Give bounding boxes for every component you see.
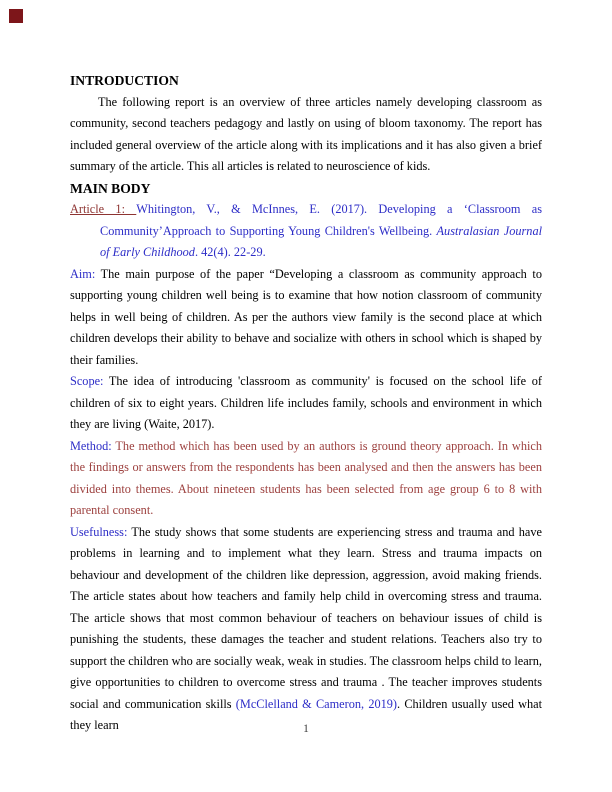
document-content: [70, 70, 542, 737]
citation-volume-pages: . 42(4). 22-29.: [194, 245, 266, 259]
scope-label: Scope:: [70, 374, 104, 388]
introduction-paragraph: The following report is an overview of three articles namely developing classroom as community, second teachers pedagogy and lastly on using of bloom taxonomy. The report has included general overview of the article along with its implications and it has also given a brief summary of the article. This all articles is related to neuroscience of kids.: [70, 94, 542, 173]
method-label: Method:: [70, 438, 112, 453]
usefulness-label: Usefulness:: [70, 524, 128, 539]
method-paragraph: [70, 436, 542, 522]
scope-text: The idea of introducing 'classroom as community' is focused on the school life of children of six to eight years. Children life includes family, schools and environment in which they are living (Waite, 2017).: [70, 374, 542, 431]
usefulness-paragraph: [70, 522, 542, 737]
annotation-marker-icon[interactable]: [9, 9, 23, 23]
citation-journal-name: Australasian Journal of Early Childhood: [100, 223, 543, 259]
usefulness-inline-citation: (McClelland & Cameron, 2019): [235, 696, 398, 711]
citation-authors-title: Whitington, V., & McInnes, E. (2017). Developing a ‘Classroom as Community’Approach to Supporting Young Children's Wellbeing.: [100, 202, 543, 238]
main-body-heading: MAIN BODY: [70, 180, 151, 196]
aim-label: Aim:: [70, 266, 96, 281]
page-number: 1: [303, 723, 309, 735]
aim-paragraph: [70, 264, 542, 372]
usefulness-text: The study shows that some students are experiencing stress and trauma and have problems in learning and to implement what they learn. Stress and trauma impacts on behaviour and development of the children like depression, aggression, avoid making friends. The article states about how teachers and family help child in overcoming stress and trauma. The article shows that most common behaviour of teachers on behaviour issues of child is punishing the students, these damages the teacher and student relations. Teachers also try to support the children who are socially weak, weak in studies. The classroom helps child to learn, give opportunities to children to overcome stress and trauma . The teacher improves students social and communication skills: [70, 524, 542, 711]
scope-paragraph: [70, 371, 542, 436]
article-1-citation: [70, 199, 542, 264]
article-1-label: Article 1:: [70, 202, 137, 216]
introduction-heading: INTRODUCTION: [70, 73, 179, 88]
aim-text: The main purpose of the paper “Developing a classroom as community approach to supporting young children well being is to examine that how notion classroom of community helps in well being of children. As per the authors view family is the second place at which children develops their ability to behave and socialize with others in school which is shaped by their families.: [70, 266, 542, 367]
usefulness-text-continued: . Children usually used what they learn: [70, 696, 542, 732]
method-text: The method which has been used by an authors is ground theory approach. In which the findings or answers from the respondents has been analysed and then the answers has been divided into themes. About nineteen students has been selected from age group 6 to 8 with parental consent.: [70, 438, 542, 517]
